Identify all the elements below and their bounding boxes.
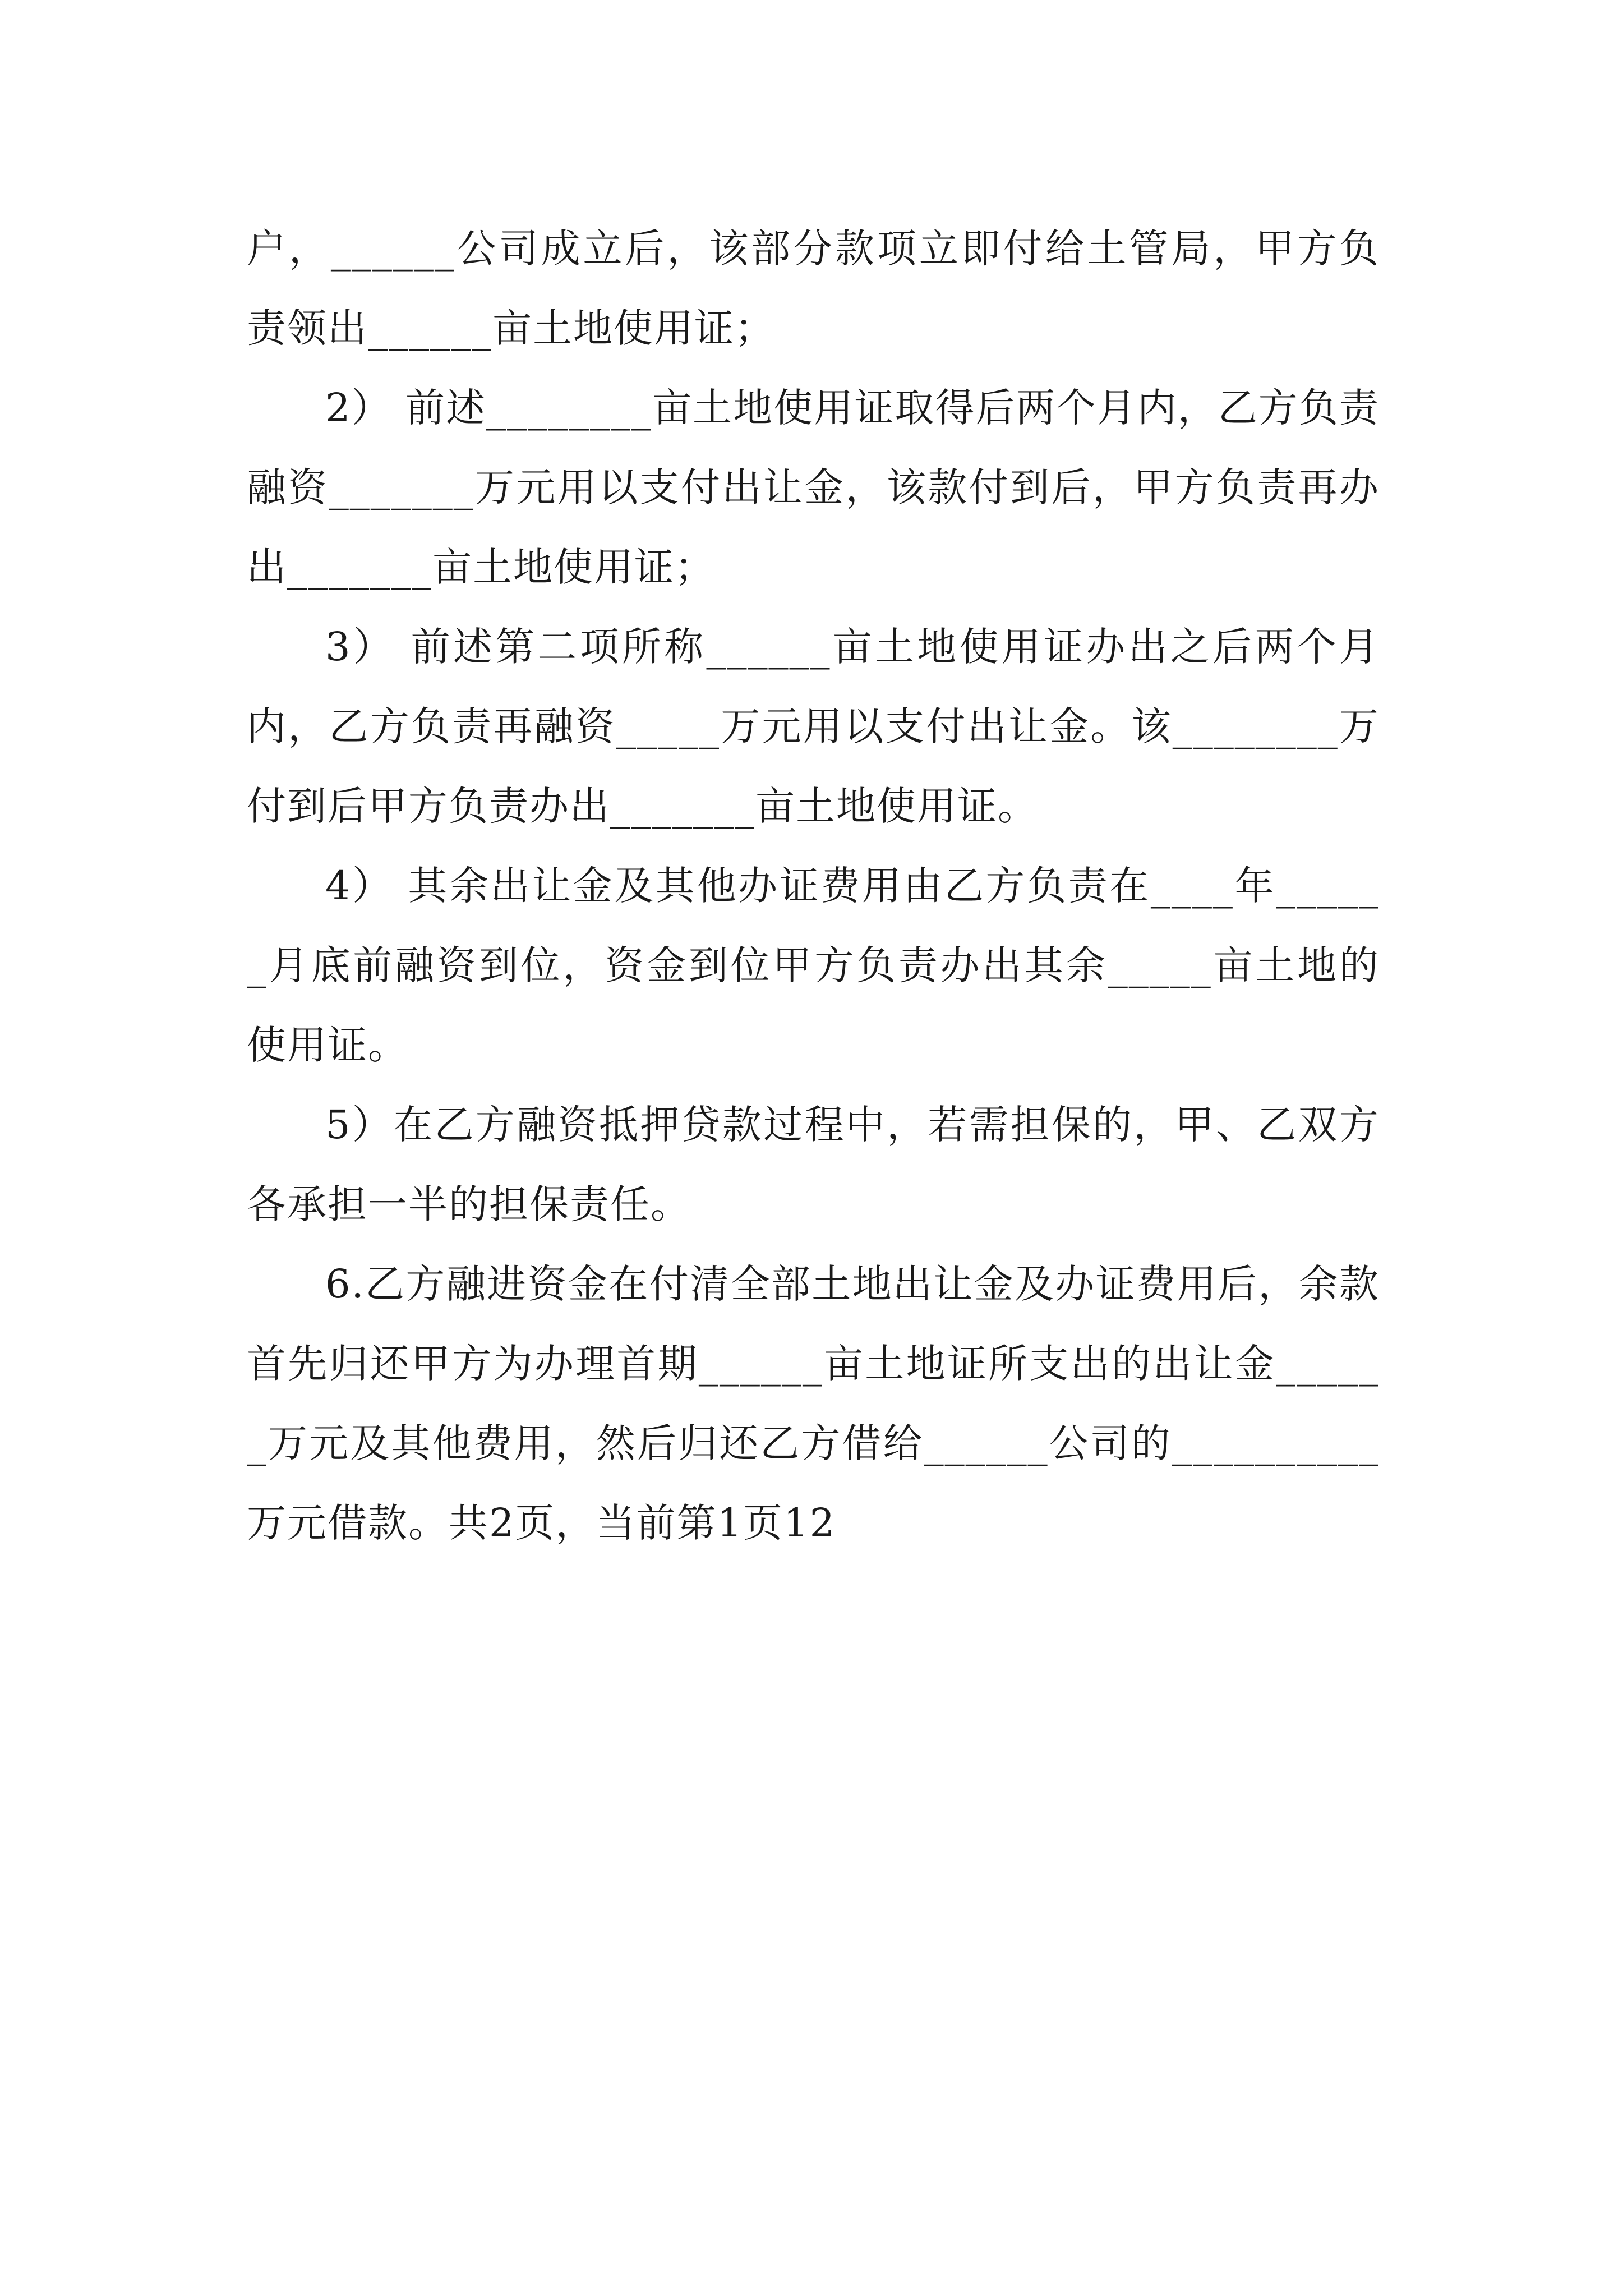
document-body: [247, 209, 1380, 1563]
paragraph-item-2: 2） 前述________亩土地使用证取得后两个月内，乙方负责融资_______万元用以支付出让金，该款付到后，甲方负责再办出_______亩土地使用证；: [247, 385, 1380, 590]
paragraph-item-4: 4） 其余出让金及其他办证费用由乙方负责在____年______月底前融资到位，资金到位甲方负责办出其余_____亩土地的使用证。: [247, 863, 1380, 1068]
paragraph-1-continuation: 户，______公司成立后，该部分款项立即付给土管局，甲方负责领出______亩土地使用证；: [247, 226, 1380, 351]
paragraph-item-3: 3） 前述第二项所称______亩土地使用证办出之后两个月内，乙方负责再融资_____万元用以支付出让金。该________万付到后甲方负责办出_______亩土地使用证。: [247, 624, 1380, 829]
paragraph-item-6: 6.乙方融进资金在付清全部土地出让金及办证费用后，余款首先归还甲方为办理首期______亩土地证所支出的出让金______万元及其他费用，然后归还乙方借给______公司的__________万元借款。共2页，当前第1页12: [247, 1261, 1380, 1546]
paragraph-item-5: 5）在乙方融资抵押贷款过程中，若需担保的，甲、乙双方各承担一半的担保责任。: [247, 1102, 1380, 1227]
